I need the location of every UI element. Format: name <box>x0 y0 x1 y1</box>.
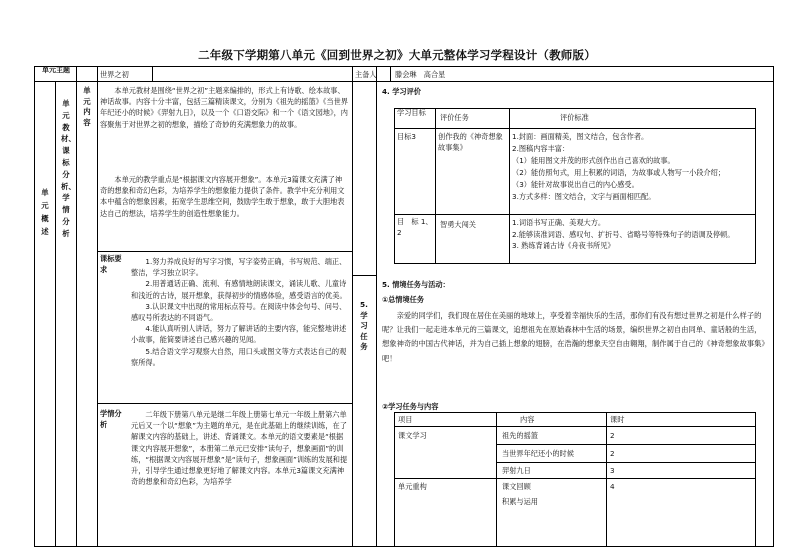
learner-label: 学情分析 <box>100 409 122 429</box>
standards-item: 1.努力养成良好的写字习惯，写字姿势正确，书写规范、端正、整洁，学习独立识字。 <box>131 257 347 278</box>
tasks-table-row3 <box>496 462 756 463</box>
eval-row-task: 创作我的《神奇想象故事集》 <box>438 132 503 153</box>
tasks-hours: 3 <box>610 466 615 475</box>
unit-theme-value: 世界之初 <box>100 70 129 79</box>
criteria-line: 3. 熟练背诵古诗《舟夜书所见》 <box>512 241 615 250</box>
tasks-content: 课文回顾 <box>502 482 531 491</box>
task-content-sub-heading: ②学习任务与内容 <box>382 402 439 411</box>
tasks-table-left <box>394 412 395 546</box>
eval-header-criteria: 评价标准 <box>560 113 589 122</box>
standards-item: 5.结合语文学习观察大自然，用口头或图文等方式表达自己的观察所得。 <box>131 346 347 367</box>
evaluation-heading: 4. 学习评价 <box>382 87 421 96</box>
criteria-line: 1.词语书写正确、美观大方。 <box>512 218 606 227</box>
criteria-line: （1）能用图文并茂的形式创作出自己喜欢的故事。 <box>512 156 675 165</box>
eval-table-col2 <box>509 108 510 264</box>
eval-table-top <box>394 108 756 109</box>
unit-overview-label: 单元概述 <box>41 188 49 236</box>
eval-table-row-divider <box>394 214 756 215</box>
tasks-content: 当世界年纪还小的时候 <box>502 449 574 458</box>
eval-header-task: 评价任务 <box>440 113 469 122</box>
col-divider-4 <box>152 66 153 82</box>
standards-label: 课标要求 <box>100 254 122 274</box>
criteria-line: 1.封面：画面精美，图文结合，包含作者。 <box>512 132 649 141</box>
unit-content-label: 单元内容 <box>83 86 91 127</box>
criteria-line: 3.方式多样：图文结合，文字与画面相匹配。 <box>512 192 656 201</box>
standards-item: 2.用普通话正确、流利、有感情地朗读课文，诵读儿歌、儿童诗和浅近的古诗，展开想象，获得初步的情感体验，感受语言的优美。 <box>131 279 347 300</box>
col-divider-1 <box>55 81 56 547</box>
tasks-hours: 4 <box>610 482 615 491</box>
tasks-table-row4 <box>394 478 756 479</box>
eval-row-task: 智勇大闯关 <box>440 220 476 229</box>
tasks-table-col2 <box>606 412 607 546</box>
eval-table-col1 <box>435 108 436 264</box>
learning-task-label: 5.学习任务 <box>360 300 368 351</box>
tasks-content: 祖先的摇篮 <box>502 431 538 440</box>
tasks-header-project: 项目 <box>398 415 413 424</box>
eval-table-right <box>755 108 756 264</box>
unit-theme-label: 单元主题 <box>42 66 70 74</box>
tasks-header-hours: 课时 <box>610 415 625 424</box>
eval-row-criteria <box>512 131 752 203</box>
tasks-hours: 2 <box>610 431 615 440</box>
unit-analysis-label: 单元教材、课标分析、学情分析 <box>61 99 76 238</box>
preparer-value: 滕会琳 高合星 <box>395 70 446 79</box>
row-divider-task <box>352 275 377 276</box>
context-paragraph: 亲爱的同学们，我们现在居住在美丽的地球上，享受着幸福快乐的生活，那你们有没有想过世界之初是什么样子的呢？让我们一起走进本单元的三篇课文，追想祖先在原始森林中生活的场景，编织世界之初自由同单、童话般的生活，想象神奇的中国古代神话，并为自己插上想象的翅膀，在浩瀚的想象天空自由翱翔，制作属于自己的《神奇想象故事集》吧！ <box>382 311 766 363</box>
tasks-table-top <box>394 412 756 413</box>
tasks-table-row1 <box>394 426 756 427</box>
eval-table-left <box>394 108 395 264</box>
tasks-header-content: 内容 <box>520 415 535 424</box>
col-divider-5 <box>352 66 353 547</box>
document-title: 二年级下学期第八单元《回到世界之初》大单元整体学习学程设计（教师版） <box>198 48 596 62</box>
tasks-hours: 2 <box>610 449 615 458</box>
tasks-project: 课文学习 <box>398 431 427 440</box>
criteria-line: 2.图稿内容丰富： <box>512 144 570 153</box>
table-border-left <box>34 66 35 547</box>
col-divider-6 <box>376 66 377 547</box>
row-divider-content <box>97 251 353 252</box>
tasks-content: 羿射九日 <box>502 466 531 475</box>
eval-row-criteria <box>512 217 752 252</box>
tasks-table-row2 <box>496 444 756 445</box>
eval-row-goal: 目标3 <box>397 132 416 141</box>
eval-table-header-bottom <box>394 128 756 129</box>
unit-content-paragraph: 本单元教材是围绕“世界之初”主题来编排的，形式上有诗歌、绘本故事、神话故事。内容十分丰富，包括三篇精读课文，分别为《祖先的摇篮》《当世界年纪还小的时候》《羿射九日》，以及一个《口语交际》和一个《语文园地》，内容聚焦于对世界之初的想象，描绘了奇妙的充满想象力的故事。 <box>100 86 348 129</box>
tasks-project: 单元重构 <box>398 482 427 491</box>
tasks-table-col1 <box>496 412 497 546</box>
row-divider-standards <box>97 403 353 404</box>
table-border-right <box>773 66 774 547</box>
eval-table-bottom <box>394 263 756 264</box>
criteria-line: （2）能仿照句式，用上积累的词语，为故事或人物写一小段介绍； <box>512 168 726 177</box>
standards-item: 4.能认真听别人讲话，努力了解讲话的主要内容，能完整地讲述小故事，能简要讲述自己感兴趣的见闻。 <box>131 324 347 345</box>
tasks-content: 积累与运用 <box>502 497 538 506</box>
eval-header-goal: 学习目标 <box>397 108 426 117</box>
col-divider-7 <box>390 66 391 82</box>
standards-item: 3.认识课文中出现的常用标点符号。在阅读中体会句号、问号、感叹号所表达的不同语气。 <box>131 301 347 323</box>
preparer-label: 主备人 <box>355 70 377 79</box>
col-divider-2 <box>76 66 77 547</box>
tasks-table-right <box>755 412 756 546</box>
context-heading: 5. 情境任务与活动： <box>382 280 450 289</box>
header-row-divider <box>34 81 774 82</box>
context-sub-heading: ①总情境任务 <box>382 295 425 304</box>
unit-content-paragraph: 本单元的教学重点是“根据课文内容展开想象”。本单元3篇课文充满了神奇的想象和奇幻色彩，为培养学生的想象能力提供了条件。教学中充分利用文本中蕴含的想象因素，拓宽学生思维空间，鼓励学生敢于想象，敢于大胆地表达自己的想法，培养学生的创造性想象能力。 <box>100 175 345 218</box>
learner-analysis-paragraph: 二年级下册第八单元是继二年级上册第七单元一年级上册第六单元后又一个以“想象”为主题的单元，是在此基础上的继续训练，在了解课文内容的基础上，讲述、背诵课文。本单元的语文要素是“根据课文内容展开想象”，本册第二单元已安排“读句子，想象画面”的训练，“根据课文内容展开想象”是“读句子，想象画面”训练的发展和提升，引导学生通过想象更好地了解课文内容。本单元3篇课文充满神奇的想象和奇幻色彩，为培养学 <box>131 410 348 487</box>
standards-list <box>131 256 349 368</box>
criteria-line: （3）能针对故事说出自己的内心感受。 <box>512 180 639 189</box>
eval-row-goal: 目 标 1、2 <box>397 217 433 238</box>
col-divider-3 <box>97 66 98 547</box>
criteria-line: 2.能够读准词语、感叹句、扩折号、省略号等特殊句子的语调及停顿。 <box>512 229 735 239</box>
table-border-top <box>34 66 774 67</box>
table-border-bottom <box>34 546 774 547</box>
